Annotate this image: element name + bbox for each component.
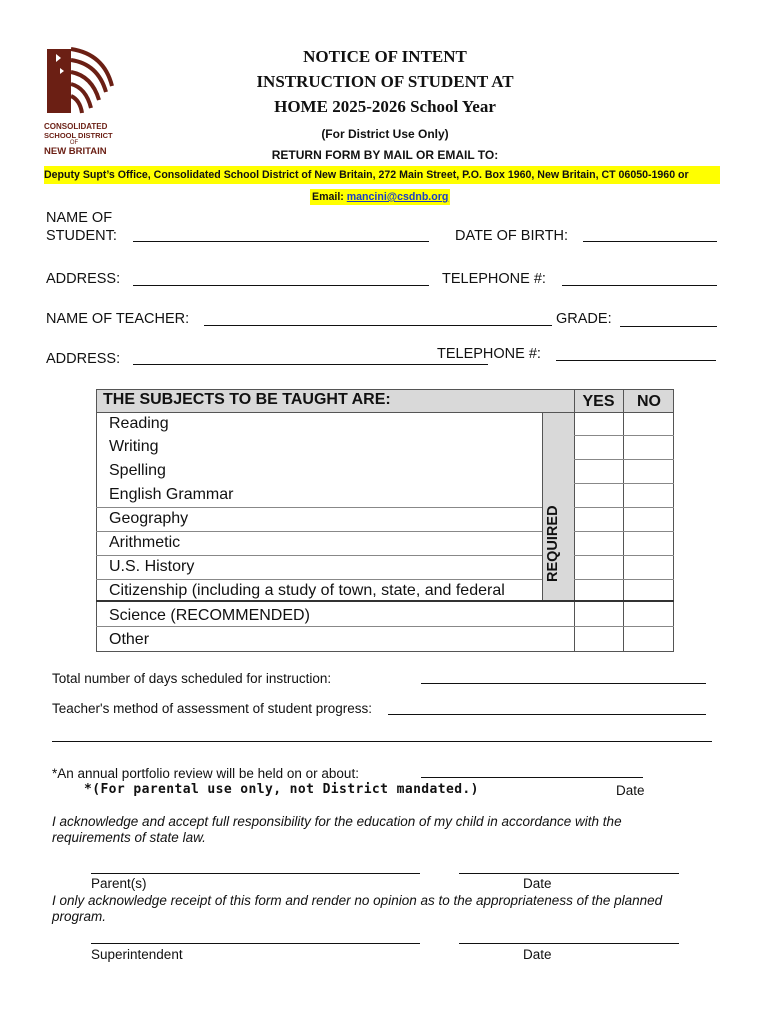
subject-spelling: Spelling bbox=[109, 462, 166, 479]
superintendent-date-line[interactable] bbox=[459, 943, 679, 944]
required-section-end bbox=[96, 600, 674, 602]
telephone-line[interactable] bbox=[562, 285, 717, 286]
logo-line1: CONSOLIDATED bbox=[44, 122, 108, 131]
subject-reading: Reading bbox=[109, 415, 169, 432]
telephone-label: TELEPHONE #: bbox=[442, 271, 546, 287]
teacher-telephone-line[interactable] bbox=[556, 360, 716, 361]
district-use-note: (For District Use Only) bbox=[321, 127, 449, 141]
student-label: STUDENT: bbox=[46, 228, 117, 244]
subject-other: Other bbox=[109, 631, 150, 648]
subject-geography: Geography bbox=[109, 510, 189, 527]
parent-signature-line[interactable] bbox=[91, 873, 420, 874]
cell-row-line bbox=[574, 435, 674, 436]
parent-acknowledgement: I acknowledge and accept full responsibility for the education of my child in accordance with the requirements of state law. bbox=[52, 814, 622, 845]
divider-no-left bbox=[623, 389, 624, 652]
parent-date-label: Date bbox=[523, 876, 552, 891]
subject-arithmetic: Arithmetic bbox=[109, 534, 181, 551]
parents-label: Parent(s) bbox=[91, 876, 147, 891]
logo-graphic bbox=[44, 46, 118, 116]
title-line-3: HOME 2025-2026 School Year bbox=[274, 97, 496, 116]
assessment-line-2[interactable] bbox=[52, 741, 712, 742]
title-line-2: INSTRUCTION OF STUDENT AT bbox=[256, 72, 514, 91]
cell-row-line bbox=[574, 531, 674, 532]
logo-line4: NEW BRITAIN bbox=[44, 146, 107, 157]
teacher-line[interactable] bbox=[204, 325, 552, 326]
row-line-history bbox=[96, 579, 542, 580]
divider-yes-left bbox=[574, 389, 575, 652]
cell-row-line bbox=[574, 483, 674, 484]
grade-line[interactable] bbox=[620, 326, 717, 327]
address-line[interactable] bbox=[133, 285, 429, 286]
portfolio-label: *An annual portfolio review will be held on or about: bbox=[52, 766, 359, 781]
name-of-label: NAME OF bbox=[46, 210, 113, 226]
receipt-acknowledgement: I only acknowledge receipt of this form and render no opinion as to the appropriateness of the planned program. bbox=[52, 893, 663, 924]
grade-label: GRADE: bbox=[556, 311, 612, 327]
address-label: ADDRESS: bbox=[46, 271, 121, 287]
yes-header: YES bbox=[574, 389, 623, 412]
district-logo bbox=[44, 46, 118, 157]
teacher-label: NAME OF TEACHER: bbox=[46, 311, 190, 327]
email-banner bbox=[310, 189, 450, 205]
divider-header bbox=[96, 412, 674, 413]
dob-label: DATE OF BIRTH: bbox=[455, 228, 569, 244]
cell-row-line bbox=[574, 507, 674, 508]
subjects-heading: THE SUBJECTS TO BE TAUGHT ARE: bbox=[103, 391, 391, 408]
return-form-note: RETURN FORM BY MAIL OR EMAIL TO: bbox=[271, 148, 499, 162]
superintendent-date-label: Date bbox=[523, 947, 552, 962]
cell-row-line bbox=[96, 626, 674, 627]
address-banner: Deputy Supt’s Office, Consolidated School District of New Britain, 272 Main Street, P.O. Box 1960, New Britain, CT 06050-1960 or bbox=[44, 166, 720, 184]
email-label: Email: bbox=[312, 191, 347, 203]
teacher-telephone-label: TELEPHONE #: bbox=[437, 346, 541, 362]
teacher-address-line[interactable] bbox=[133, 364, 488, 365]
divider-required-left bbox=[542, 412, 543, 600]
subject-us-history: U.S. History bbox=[109, 558, 195, 575]
cell-row-line bbox=[574, 555, 674, 556]
required-label: REQUIRED bbox=[545, 505, 561, 582]
row-line-arithmetic bbox=[96, 555, 542, 556]
days-line[interactable] bbox=[421, 683, 706, 684]
logo-line3: OF bbox=[69, 140, 79, 146]
assessment-line[interactable] bbox=[388, 714, 706, 715]
days-label: Total number of days scheduled for instruction: bbox=[52, 671, 332, 686]
cell-row-line bbox=[574, 459, 674, 460]
subject-english-grammar: English Grammar bbox=[109, 486, 234, 503]
logo-line2: SCHOOL DISTRICT bbox=[44, 131, 113, 140]
title-line-1: NOTICE OF INTENT bbox=[303, 47, 467, 66]
row-line-geography bbox=[96, 531, 542, 532]
cell-row-line bbox=[574, 579, 674, 580]
portfolio-date-line[interactable] bbox=[421, 777, 643, 778]
subject-writing: Writing bbox=[109, 438, 159, 455]
superintendent-label: Superintendent bbox=[91, 947, 183, 962]
superintendent-signature-line[interactable] bbox=[91, 943, 420, 944]
subject-science: Science (RECOMMENDED) bbox=[109, 607, 310, 624]
row-line-grammar bbox=[96, 507, 542, 508]
assessment-label: Teacher's method of assessment of student progress: bbox=[52, 701, 372, 716]
portfolio-date-label: Date bbox=[616, 783, 645, 798]
dob-line[interactable] bbox=[583, 241, 717, 242]
parental-note: *(For parental use only, not District mandated.) bbox=[84, 782, 479, 797]
teacher-address-label: ADDRESS: bbox=[46, 351, 121, 367]
no-header: NO bbox=[624, 389, 674, 412]
student-name-line[interactable] bbox=[133, 241, 429, 242]
email-link[interactable]: mancini@csdnb.org bbox=[346, 191, 449, 203]
subject-citizenship: Citizenship (including a study of town, state, and federal bbox=[109, 582, 505, 599]
parent-date-line[interactable] bbox=[459, 873, 679, 874]
